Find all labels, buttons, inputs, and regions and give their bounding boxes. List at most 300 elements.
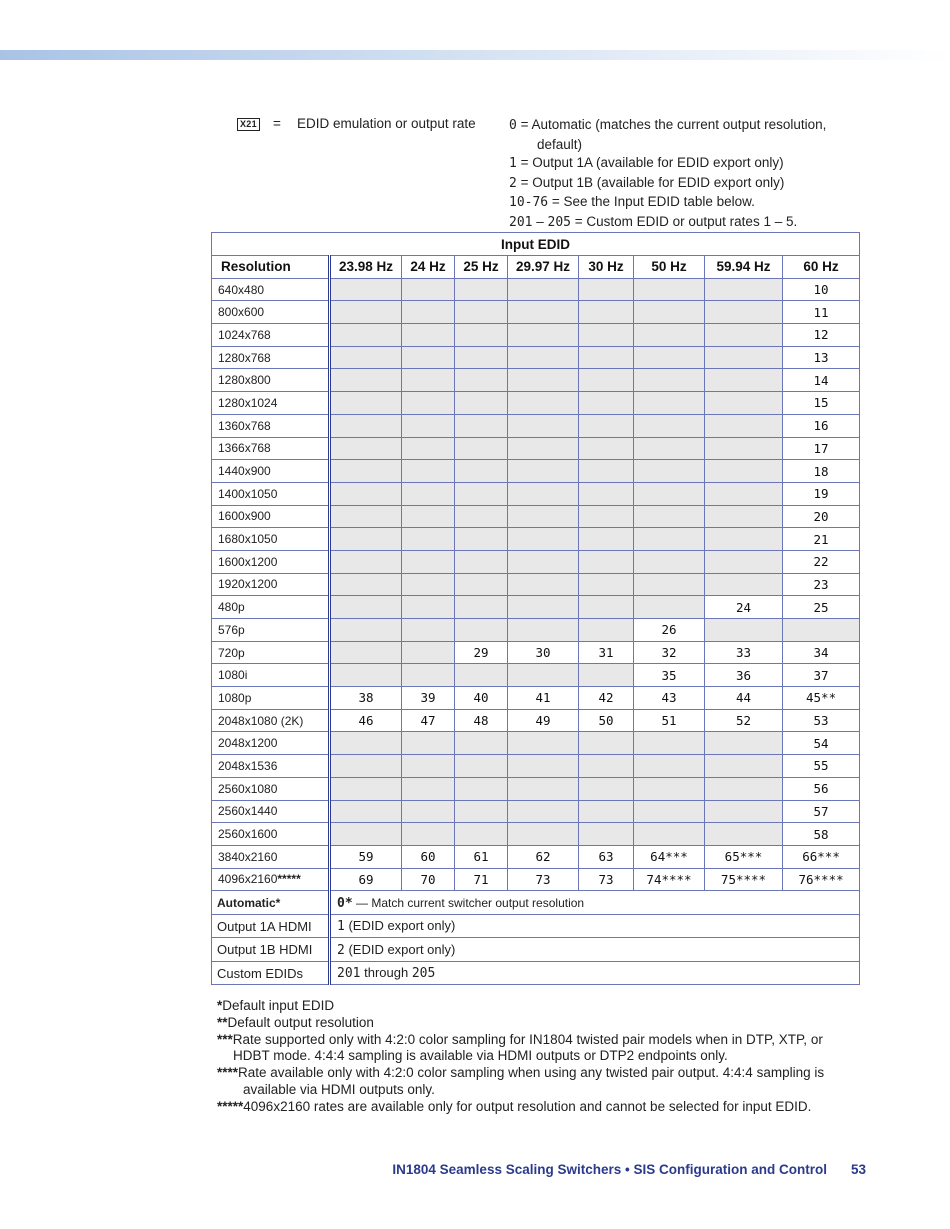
edid-code-cell: 22 (783, 550, 860, 573)
table-row (212, 687, 860, 710)
edid-code-cell: 11 (783, 301, 860, 324)
unavailable-cell (634, 278, 705, 301)
edid-code-cell: 64*** (634, 845, 705, 868)
edid-code-cell: 38 (330, 687, 402, 710)
option-item: 1 = Output 1A (available for EDID export only) (509, 155, 784, 172)
resolution-cell: 2560x1600 (212, 823, 330, 846)
edid-code-cell: 75**** (705, 868, 783, 891)
edid-code-cell: 62 (508, 845, 579, 868)
unavailable-cell (402, 278, 455, 301)
edid-code-cell: 25 (783, 596, 860, 619)
option-item: 2 = Output 1B (available for EDID export only) (509, 174, 785, 191)
page-number: 53 (850, 1162, 866, 1177)
edid-code-cell: 66*** (783, 845, 860, 868)
unavailable-cell (579, 528, 634, 551)
unavailable-cell (783, 619, 860, 642)
resolution-cell: 1360x768 (212, 414, 330, 437)
unavailable-cell (508, 460, 579, 483)
edid-code-cell: 30 (508, 641, 579, 664)
unavailable-cell (508, 437, 579, 460)
unavailable-cell (634, 346, 705, 369)
unavailable-cell (579, 278, 634, 301)
unavailable-cell (705, 301, 783, 324)
unavailable-cell (705, 550, 783, 573)
unavailable-cell (455, 664, 508, 687)
parameter-equals: = (273, 116, 281, 131)
unavailable-cell (508, 573, 579, 596)
resolution-cell: 2560x1080 (212, 777, 330, 800)
automatic-label: Automatic* (212, 891, 330, 915)
option-item-continued: default) (537, 136, 583, 152)
edid-code-cell: 33 (705, 641, 783, 664)
unavailable-cell (634, 732, 705, 755)
unavailable-cell (634, 823, 705, 846)
unavailable-cell (330, 392, 402, 415)
edid-code-cell: 59 (330, 845, 402, 868)
parameter-box: X21 (237, 118, 260, 131)
unavailable-cell (705, 528, 783, 551)
unavailable-cell (330, 550, 402, 573)
edid-code-cell: 73 (579, 868, 634, 891)
table-row-automatic (212, 891, 860, 915)
unavailable-cell (455, 550, 508, 573)
custom-label: Custom EDIDs (212, 961, 330, 985)
automatic-value: 0* — Match current switcher output resolution (330, 891, 860, 915)
edid-code-cell: 40 (455, 687, 508, 710)
unavailable-cell (579, 573, 634, 596)
table-row (212, 732, 860, 755)
parameter-description: EDID emulation or output rate (297, 116, 476, 131)
unavailable-cell (634, 755, 705, 778)
unavailable-cell (402, 641, 455, 664)
resolution-cell: 1600x900 (212, 505, 330, 528)
unavailable-cell (330, 732, 402, 755)
unavailable-cell (455, 755, 508, 778)
unavailable-cell (455, 346, 508, 369)
unavailable-cell (330, 346, 402, 369)
resolution-cell: 1600x1200 (212, 550, 330, 573)
edid-code-cell: 20 (783, 505, 860, 528)
table-row (212, 641, 860, 664)
footnotes (217, 998, 847, 1116)
unavailable-cell (455, 460, 508, 483)
unavailable-cell (579, 460, 634, 483)
unavailable-cell (579, 619, 634, 642)
unavailable-cell (705, 460, 783, 483)
edid-code-cell: 10 (783, 278, 860, 301)
unavailable-cell (455, 573, 508, 596)
edid-code-cell: 36 (705, 664, 783, 687)
unavailable-cell (508, 619, 579, 642)
resolution-cell: 576p (212, 619, 330, 642)
edid-code-cell: 56 (783, 777, 860, 800)
unavailable-cell (455, 414, 508, 437)
unavailable-cell (705, 324, 783, 347)
table-row (212, 800, 860, 823)
input-edid-table (211, 232, 860, 985)
unavailable-cell (402, 550, 455, 573)
unavailable-cell (402, 777, 455, 800)
edid-code-cell: 41 (508, 687, 579, 710)
unavailable-cell (330, 664, 402, 687)
footnote: **Default output resolution (217, 1014, 374, 1030)
table-row (212, 460, 860, 483)
edid-code-cell: 76**** (783, 868, 860, 891)
unavailable-cell (634, 596, 705, 619)
table-row (212, 505, 860, 528)
resolution-cell: 4096x2160***** (212, 868, 330, 891)
edid-code-cell: 73 (508, 868, 579, 891)
unavailable-cell (508, 800, 579, 823)
unavailable-cell (705, 823, 783, 846)
unavailable-cell (508, 596, 579, 619)
unavailable-cell (455, 800, 508, 823)
unavailable-cell (579, 482, 634, 505)
unavailable-cell (455, 437, 508, 460)
unavailable-cell (330, 278, 402, 301)
page-footer (392, 1162, 866, 1177)
edid-code-cell: 55 (783, 755, 860, 778)
unavailable-cell (634, 369, 705, 392)
unavailable-cell (508, 823, 579, 846)
unavailable-cell (330, 460, 402, 483)
edid-code-cell: 34 (783, 641, 860, 664)
column-header-rate: 50 Hz (634, 256, 705, 279)
unavailable-cell (579, 823, 634, 846)
resolution-cell: 2048x1536 (212, 755, 330, 778)
unavailable-cell (508, 369, 579, 392)
unavailable-cell (455, 392, 508, 415)
unavailable-cell (330, 437, 402, 460)
unavailable-cell (579, 777, 634, 800)
unavailable-cell (705, 573, 783, 596)
unavailable-cell (705, 414, 783, 437)
unavailable-cell (330, 324, 402, 347)
edid-code-cell: 50 (579, 709, 634, 732)
unavailable-cell (508, 550, 579, 573)
unavailable-cell (579, 755, 634, 778)
resolution-cell: 2048x1080 (2K) (212, 709, 330, 732)
unavailable-cell (508, 301, 579, 324)
column-header-rate: 25 Hz (455, 256, 508, 279)
unavailable-cell (634, 550, 705, 573)
table-title: Input EDID (212, 233, 860, 256)
unavailable-cell (455, 482, 508, 505)
unavailable-cell (330, 369, 402, 392)
edid-code-cell: 54 (783, 732, 860, 755)
footnote: *Default input EDID (217, 998, 335, 1013)
unavailable-cell (402, 823, 455, 846)
unavailable-cell (634, 777, 705, 800)
table-row (212, 301, 860, 324)
footnote: ****Rate available only with 4:2:0 color sampling when using any twisted pair output. 4:4:4 sampling is available via HDMI outputs only. (217, 1065, 825, 1097)
edid-code-cell: 37 (783, 664, 860, 687)
unavailable-cell (634, 800, 705, 823)
unavailable-cell (634, 505, 705, 528)
footer-title: IN1804 Seamless Scaling Switchers • SIS Configuration and Control (392, 1162, 827, 1177)
resolution-cell: 2048x1200 (212, 732, 330, 755)
unavailable-cell (634, 437, 705, 460)
table-row (212, 777, 860, 800)
table-row (212, 868, 860, 891)
resolution-cell: 2560x1440 (212, 800, 330, 823)
edid-code-cell: 19 (783, 482, 860, 505)
edid-code-cell: 61 (455, 845, 508, 868)
resolution-cell: 1920x1200 (212, 573, 330, 596)
unavailable-cell (579, 800, 634, 823)
unavailable-cell (402, 392, 455, 415)
edid-code-cell: 74**** (634, 868, 705, 891)
table-row (212, 528, 860, 551)
edid-code-cell: 65*** (705, 845, 783, 868)
edid-code-cell: 24 (705, 596, 783, 619)
resolution-cell: 720p (212, 641, 330, 664)
unavailable-cell (508, 324, 579, 347)
table-row (212, 823, 860, 846)
resolution-cell: 1080i (212, 664, 330, 687)
unavailable-cell (705, 437, 783, 460)
unavailable-cell (402, 437, 455, 460)
resolution-cell: 1024x768 (212, 324, 330, 347)
edid-code-cell: 63 (579, 845, 634, 868)
unavailable-cell (508, 777, 579, 800)
unavailable-cell (508, 482, 579, 505)
output-1b-value: 2 (EDID export only) (330, 938, 860, 962)
edid-code-cell: 57 (783, 800, 860, 823)
table-row (212, 550, 860, 573)
resolution-cell: 1080p (212, 687, 330, 710)
unavailable-cell (579, 324, 634, 347)
unavailable-cell (402, 732, 455, 755)
unavailable-cell (402, 482, 455, 505)
output-1a-value: 1 (EDID export only) (330, 914, 860, 938)
unavailable-cell (455, 619, 508, 642)
unavailable-cell (330, 755, 402, 778)
unavailable-cell (579, 596, 634, 619)
unavailable-cell (705, 800, 783, 823)
unavailable-cell (455, 777, 508, 800)
header-gradient-bar (0, 50, 950, 60)
unavailable-cell (455, 596, 508, 619)
option-item: 10-76 = See the Input EDID table below. (509, 194, 755, 211)
unavailable-cell (508, 392, 579, 415)
unavailable-cell (330, 573, 402, 596)
unavailable-cell (579, 732, 634, 755)
unavailable-cell (508, 505, 579, 528)
unavailable-cell (634, 301, 705, 324)
unavailable-cell (705, 278, 783, 301)
unavailable-cell (508, 664, 579, 687)
table-row (212, 437, 860, 460)
edid-code-cell: 58 (783, 823, 860, 846)
unavailable-cell (705, 346, 783, 369)
edid-code-cell: 15 (783, 392, 860, 415)
resolution-cell: 640x480 (212, 278, 330, 301)
unavailable-cell (330, 800, 402, 823)
unavailable-cell (330, 482, 402, 505)
unavailable-cell (330, 301, 402, 324)
column-header-rate: 59.94 Hz (705, 256, 783, 279)
unavailable-cell (402, 528, 455, 551)
unavailable-cell (579, 392, 634, 415)
unavailable-cell (402, 800, 455, 823)
unavailable-cell (579, 505, 634, 528)
unavailable-cell (402, 460, 455, 483)
unavailable-cell (508, 414, 579, 437)
edid-code-cell: 26 (634, 619, 705, 642)
table-header-row (212, 256, 860, 279)
unavailable-cell (579, 346, 634, 369)
unavailable-cell (705, 369, 783, 392)
unavailable-cell (455, 301, 508, 324)
unavailable-cell (455, 369, 508, 392)
edid-code-cell: 21 (783, 528, 860, 551)
edid-code-cell: 51 (634, 709, 705, 732)
unavailable-cell (579, 301, 634, 324)
unavailable-cell (579, 550, 634, 573)
edid-code-cell: 46 (330, 709, 402, 732)
unavailable-cell (330, 528, 402, 551)
unavailable-cell (455, 505, 508, 528)
unavailable-cell (330, 414, 402, 437)
resolution-cell: 480p (212, 596, 330, 619)
unavailable-cell (455, 528, 508, 551)
table-row-output-1a (212, 914, 860, 938)
custom-value: 201 through 205 (330, 961, 860, 985)
edid-code-cell: 47 (402, 709, 455, 732)
unavailable-cell (330, 505, 402, 528)
table-row (212, 324, 860, 347)
option-list (509, 116, 826, 233)
table-row (212, 573, 860, 596)
resolution-cell: 1280x768 (212, 346, 330, 369)
unavailable-cell (705, 777, 783, 800)
unavailable-cell (579, 369, 634, 392)
edid-code-cell: 42 (579, 687, 634, 710)
unavailable-cell (402, 619, 455, 642)
resolution-cell: 1280x800 (212, 369, 330, 392)
table-row-custom (212, 961, 860, 985)
edid-code-cell: 31 (579, 641, 634, 664)
unavailable-cell (455, 324, 508, 347)
unavailable-cell (579, 414, 634, 437)
column-header-rate: 29.97 Hz (508, 256, 579, 279)
unavailable-cell (402, 301, 455, 324)
resolution-cell: 1680x1050 (212, 528, 330, 551)
edid-code-cell: 18 (783, 460, 860, 483)
unavailable-cell (634, 482, 705, 505)
resolution-cell: 1400x1050 (212, 482, 330, 505)
edid-code-cell: 13 (783, 346, 860, 369)
edid-code-cell: 16 (783, 414, 860, 437)
edid-code-cell: 45** (783, 687, 860, 710)
table-row (212, 619, 860, 642)
unavailable-cell (330, 777, 402, 800)
unavailable-cell (705, 392, 783, 415)
table-row (212, 392, 860, 415)
edid-code-cell: 44 (705, 687, 783, 710)
edid-code-cell: 12 (783, 324, 860, 347)
edid-code-cell: 71 (455, 868, 508, 891)
column-header-resolution: Resolution (212, 256, 330, 279)
unavailable-cell (455, 278, 508, 301)
column-header-rate: 24 Hz (402, 256, 455, 279)
edid-code-cell: 32 (634, 641, 705, 664)
unavailable-cell (330, 619, 402, 642)
unavailable-cell (579, 437, 634, 460)
unavailable-cell (508, 528, 579, 551)
unavailable-cell (402, 664, 455, 687)
edid-code-cell: 49 (508, 709, 579, 732)
table-row (212, 482, 860, 505)
unavailable-cell (402, 414, 455, 437)
footnote: ***Rate supported only with 4:2:0 color sampling for IN1804 twisted pair models when in DTP, XTP, or HDBT mode. 4:4:4 sampling is available via HDMI outputs or DTP2 endpoints only. (217, 1031, 823, 1064)
table-row (212, 845, 860, 868)
edid-code-cell: 53 (783, 709, 860, 732)
unavailable-cell (455, 823, 508, 846)
resolution-cell: 3840x2160 (212, 845, 330, 868)
edid-code-cell: 17 (783, 437, 860, 460)
unavailable-cell (330, 596, 402, 619)
option-item: 0 = Automatic (matches the current output resolution, (509, 117, 827, 133)
edid-code-cell: 39 (402, 687, 455, 710)
unavailable-cell (634, 414, 705, 437)
resolution-cell: 1440x900 (212, 460, 330, 483)
resolution-cell: 1280x1024 (212, 392, 330, 415)
edid-code-cell: 48 (455, 709, 508, 732)
option-item: 201 – 205 = Custom EDID or output rates 1 – 5. (509, 213, 798, 230)
resolution-cell: 800x600 (212, 301, 330, 324)
unavailable-cell (634, 324, 705, 347)
unavailable-cell (402, 596, 455, 619)
edid-code-cell: 14 (783, 369, 860, 392)
table-row (212, 346, 860, 369)
unavailable-cell (705, 732, 783, 755)
edid-code-cell: 52 (705, 709, 783, 732)
unavailable-cell (705, 482, 783, 505)
table-row (212, 278, 860, 301)
column-header-rate: 30 Hz (579, 256, 634, 279)
unavailable-cell (634, 528, 705, 551)
column-header-rate: 60 Hz (783, 256, 860, 279)
table-row (212, 369, 860, 392)
unavailable-cell (579, 664, 634, 687)
table-row (212, 414, 860, 437)
edid-code-cell: 60 (402, 845, 455, 868)
unavailable-cell (634, 573, 705, 596)
unavailable-cell (455, 732, 508, 755)
edid-code-cell: 23 (783, 573, 860, 596)
edid-code-cell: 70 (402, 868, 455, 891)
unavailable-cell (402, 324, 455, 347)
unavailable-cell (508, 732, 579, 755)
unavailable-cell (330, 641, 402, 664)
unavailable-cell (508, 346, 579, 369)
output-1b-label: Output 1B HDMI (212, 938, 330, 962)
unavailable-cell (402, 369, 455, 392)
table-row (212, 596, 860, 619)
edid-code-cell: 43 (634, 687, 705, 710)
edid-code-cell: 29 (455, 641, 508, 664)
output-1a-label: Output 1A HDMI (212, 914, 330, 938)
unavailable-cell (705, 755, 783, 778)
unavailable-cell (402, 505, 455, 528)
unavailable-cell (402, 755, 455, 778)
unavailable-cell (402, 346, 455, 369)
unavailable-cell (705, 619, 783, 642)
unavailable-cell (330, 823, 402, 846)
table-row (212, 755, 860, 778)
